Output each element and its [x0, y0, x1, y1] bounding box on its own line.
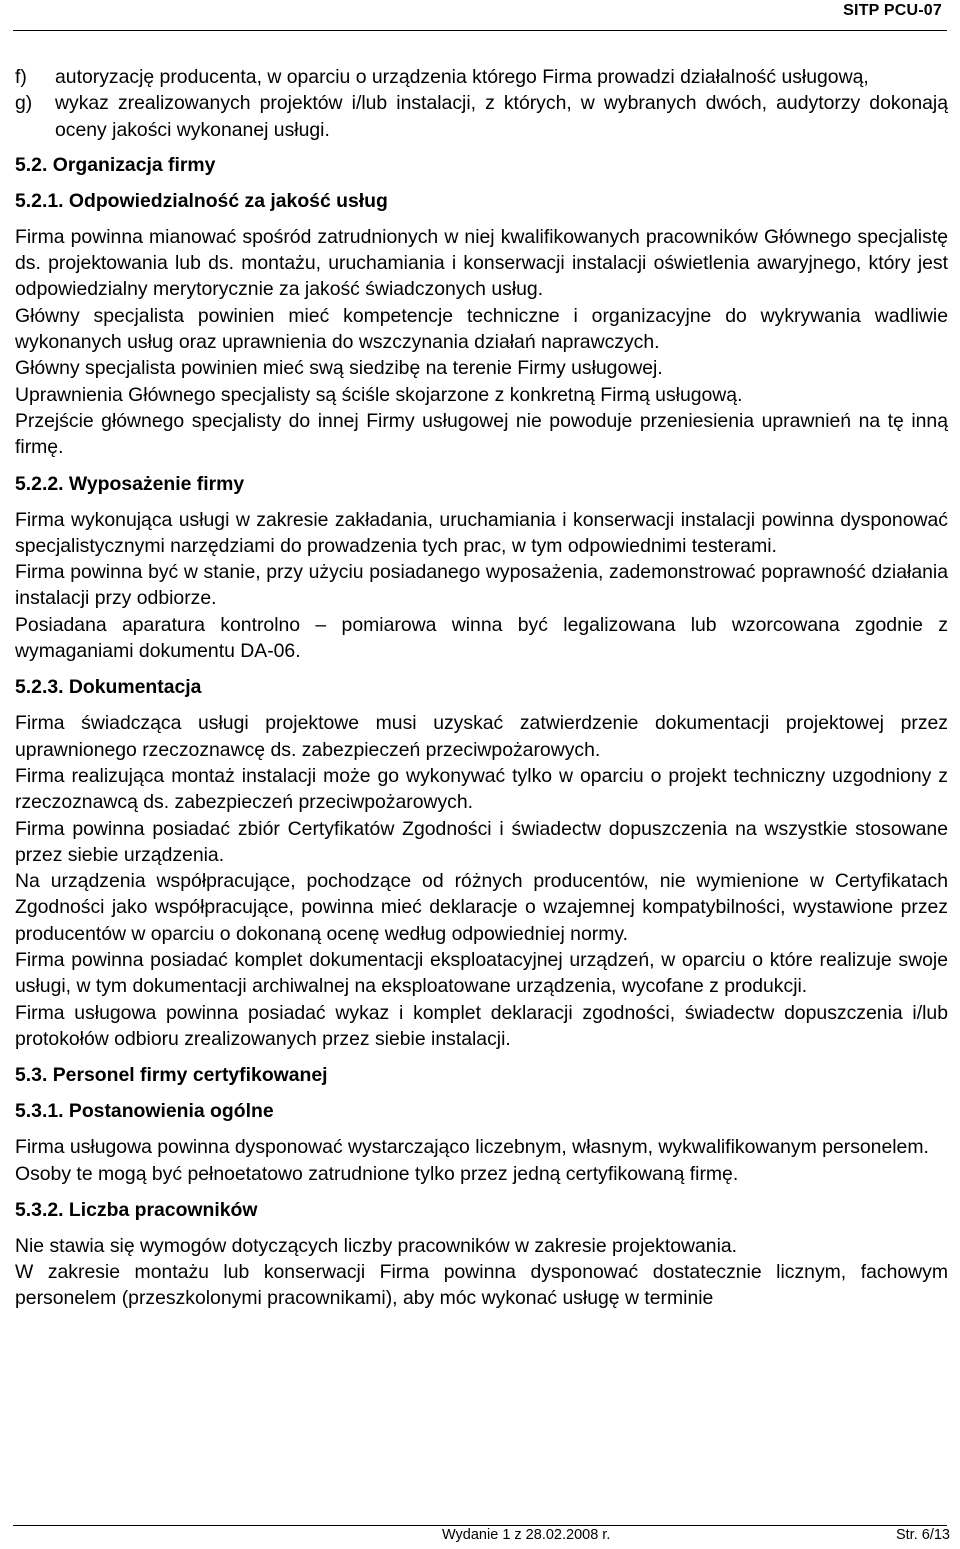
paragraph: Firma usługowa powinna dysponować wystarczająco liczebnym, własnym, wykwalifikowanym personelem. — [15, 1136, 929, 1159]
paragraph: Firma realizująca montaż instalacji może go wykonywać tylko w oparciu o projekt techniczny uzgodniony z rzeczoznawcą ds. zabezpieczeń przeciwpożarowych. — [15, 764, 948, 814]
section-heading-5-2-3: 5.2.3. Dokumentacja — [15, 676, 202, 699]
list-item-text: autoryzację producenta, w oparciu o urządzenia którego Firma prowadzi działalność usługową, — [55, 66, 869, 88]
paragraph: Główny specjalista powinien mieć kompetencje techniczne i organizacyjne do wykrywania wadliwie wykonanych usług oraz uprawnienia do wszczynania działań naprawczych. — [15, 304, 948, 354]
paragraph: Uprawnienia Głównego specjalisty są ściśle skojarzone z konkretną Firmą usługową. — [15, 383, 743, 406]
list-item-text: wykaz zrealizowanych projektów i/lub instalacji, z których, w wybranych dwóch, audytorzy dokonają oceny jakości wykonanej usługi. — [55, 92, 948, 141]
paragraph: Nie stawia się wymogów dotyczących liczby pracowników w zakresie projektowania. — [15, 1234, 738, 1257]
paragraph: W zakresie montażu lub konserwacji Firma powinna dysponować dostatecznie licznym, fachowym personelem (przeszkolonymi pracownikami), aby móc wykonać usługę w terminie — [15, 1261, 948, 1310]
footer-divider — [13, 1525, 947, 1526]
paragraph: Przejście głównego specjalisty do innej Firmy usługowej nie powoduje przeniesienia uprawnień na tę inną firmę. — [15, 409, 948, 459]
paragraph: Firma wykonująca usługi w zakresie zakładania, uruchamiania i konserwacji instalacji powinna dysponować specjalistycznymi narzędziami do prowadzenia tych prac, w tym odpowiednimi testerami. — [15, 508, 948, 557]
paragraph: Osoby te mogą być pełnoetatowo zatrudnione tylko przez jedną certyfikowaną firmę. — [15, 1162, 739, 1185]
edition-label: Wydanie 1 z 28.02.2008 r. — [442, 1527, 611, 1543]
paragraph: Na urządzenia współpracujące, pochodzące od różnych producentów, nie wymienione w Certyfikatach Zgodności jako współpracujące, powinna mieć deklaracje o wzajemnej kompatybilności, wystawione przez producentów w oparciu o dokonaną ocenę według odpowiedniej normy. — [15, 870, 948, 945]
paragraph: Firma powinna mianować spośród zatrudnionych w niej kwalifikowanych pracowników Głównego specjalistę ds. projektowania lub ds. montażu, uruchamiania i konserwacji instalacji oświetlenia awaryjnego, który jest odpowiedzialny merytorycznie za jakość świadczonych usług. — [15, 225, 948, 301]
section-heading-5-2: 5.2. Organizacja firmy — [15, 153, 216, 176]
paragraph: Firma powinna posiadać zbiór Certyfikatów Zgodności i świadectw dopuszczenia na wszystkie stosowane przez siebie urządzenia. — [15, 817, 948, 866]
list-item — [15, 64, 948, 90]
section-heading-5-2-2: 5.2.2. Wyposażenie firmy — [15, 472, 245, 495]
header-divider — [13, 30, 947, 31]
list-marker: g) — [15, 92, 33, 115]
document-body — [15, 64, 948, 1312]
paragraph: Główny specjalista powinien mieć swą siedzibę na terenie Firmy usługowej. — [15, 357, 663, 380]
list-item — [15, 90, 948, 143]
section-heading-5-3: 5.3. Personel firmy certyfikowanej — [15, 1064, 328, 1087]
section-heading-5-3-2: 5.3.2. Liczba pracowników — [15, 1198, 258, 1221]
paragraph: Posiadana aparatura kontrolno – pomiarowa winna być legalizowana lub wzorcowana zgodnie z wymaganiami dokumentu DA-06. — [15, 613, 948, 663]
list-marker: f) — [15, 66, 27, 88]
section-heading-5-2-1: 5.2.1. Odpowiedzialność za jakość usług — [15, 189, 388, 212]
section-heading-5-3-1: 5.3.1. Postanowienia ogólne — [15, 1100, 274, 1123]
paragraph: Firma powinna być w stanie, przy użyciu posiadanego wyposażenia, zademonstrować poprawność działania instalacji przy odbiorze. — [15, 561, 948, 610]
page-number: Str. 6/13 — [895, 1527, 950, 1543]
document-id: SITP PCU-07 — [843, 2, 942, 19]
paragraph: Firma usługowa powinna posiadać wykaz i komplet deklaracji zgodności, świadectw dopuszczenia i/lub protokołów odbioru zrealizowanych przez siebie instalacji. — [15, 1001, 948, 1050]
paragraph: Firma powinna posiadać komplet dokumentacji eksploatacyjnej urządzeń, w oparciu o które realizuje swoje usługi, w tym dokumentacji archiwalnej na eksploatowane urządzenia, wycofane z produkcji. — [15, 949, 948, 998]
paragraph: Firma świadcząca usługi projektowe musi uzyskać zatwierdzenie dokumentacji projektowej przez uprawnionego rzeczoznawcę ds. zabezpieczeń przeciwpożarowych. — [15, 712, 948, 761]
